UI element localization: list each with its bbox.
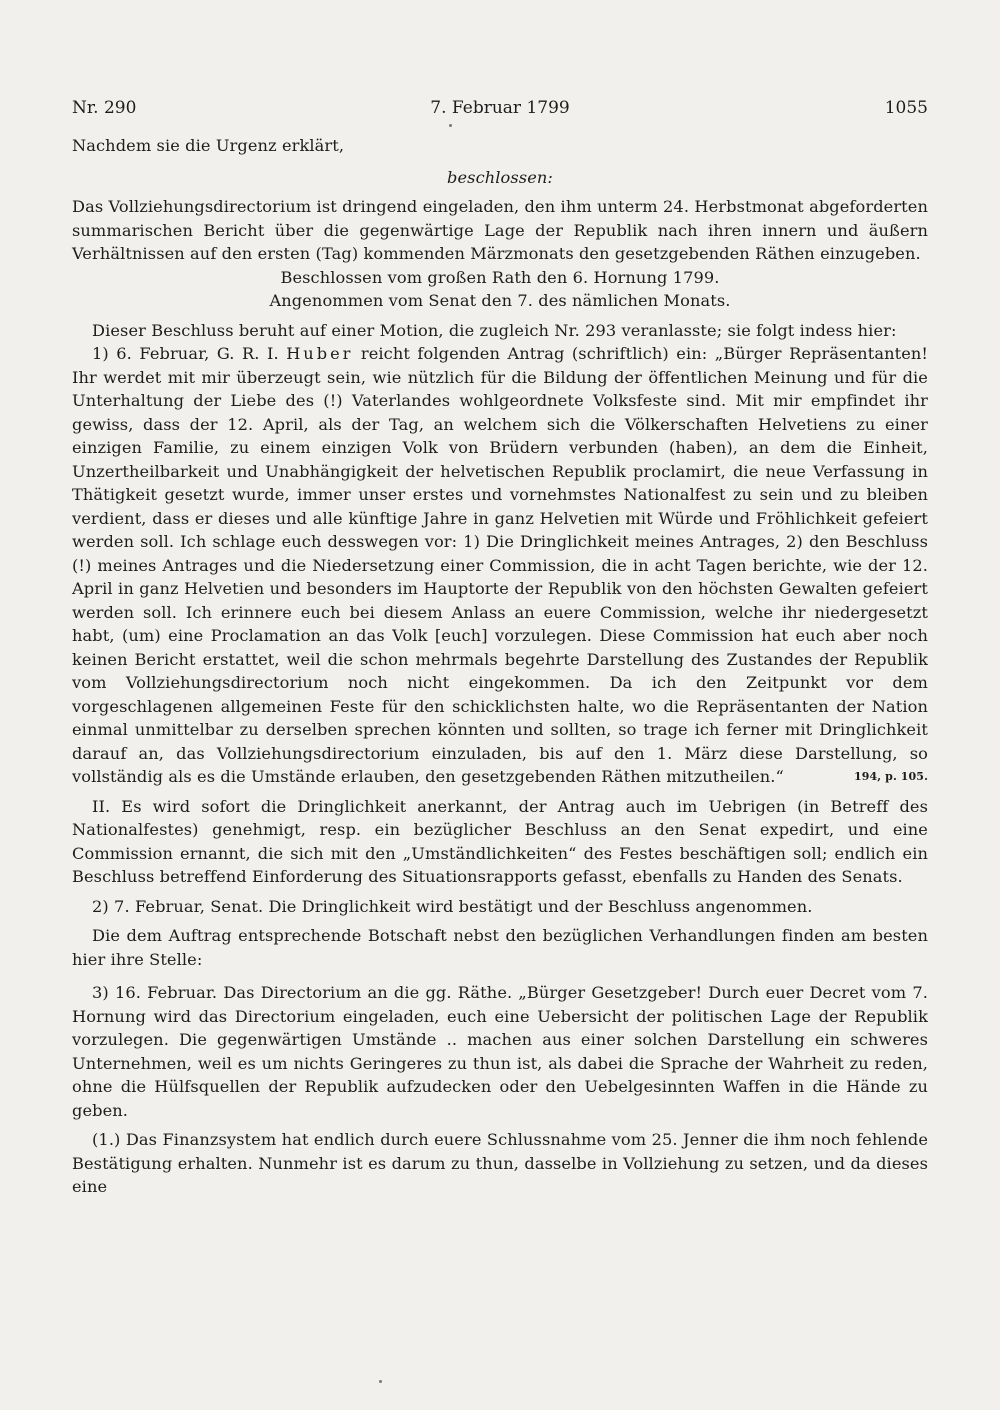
paragraph-finance-system: (1.) Das Finanzsystem hat endlich durch euere Schlussnahme vom 25. Jenner die ihm noch fehlende Bestätigung erhalten. Nunmehr ist es darum zu thun, dasselbe in Vollziehung zu setzen, und da dieses eine <box>72 1130 928 1196</box>
paragraph-motion-huber <box>72 342 928 789</box>
document-body <box>72 134 928 1199</box>
paragraph-resolution: Das Vollziehungsdirectorium ist dringend eingeladen, den ihm unterm 24. Herbstmonat abgeforderten summarischen Bericht über die gegenwärtige Lage der Republik nach ihren innern und äußern Verhältnissen auf den ersten (Tag) kommenden Märzmonats den gesetzgebenden Räthen einzugeben. <box>72 197 928 263</box>
signature-great-council: Beschlossen vom großen Rath den 6. Hornung 1799. <box>280 267 720 287</box>
motion-author: Huber <box>286 344 354 363</box>
paragraph-senate: 2) 7. Februar, Senat. Die Dringlichkeit wird bestätigt und der Beschluss angenommen. <box>92 896 813 916</box>
paragraph-urgency: Nachdem sie die Urgenz erklärt, <box>72 136 345 155</box>
paragraph-directory-message: 3) 16. Februar. Das Directorium an die gg. Räthe. „Bürger Gesetzgeber! Durch euer Decret vom 7. Hornung wird das Directorium eingeladen, euch eine Uebersicht der politischen Lage der Republik vorzulegen. Die gegenwärtigen Umstände .. machen aus einer solchen Darstellung ein schweres Unternehmen, weil es um nichts Geringeres zu thun ist, als dabei die Sprache der Wahrheit zu reden, ohne die Hülfsquellen der Republik aufzudecken oder den Uebelgesinnten Waffen in die Hände zu geben. <box>72 983 928 1120</box>
page-header <box>72 96 928 120</box>
paragraph-message-intro: Die dem Auftrag entsprechende Botschaft nebst den bezüglichen Verhandlungen finden am besten hier ihre Stelle: <box>72 926 928 969</box>
print-speck <box>449 124 452 127</box>
paragraph-motion-note: Dieser Beschluss beruht auf einer Motion, die zugleich Nr. 293 veranlasste; sie folgt indess hier: <box>92 320 897 340</box>
motion-text: reicht folgenden Antrag (schriftlich) ein: „Bürger Repräsentanten! Ihr werdet mit mir überzeugt sein, wie nützlich für die Bildung der öffentlichen Meinung und für die Unterhaltung der Liebe des (!) Vaterlandes wohlgeordnete Volksfeste sind. Mit mir empfindet ihr gewiss, dass der 12. April, als der Tag, an welchem sich die Völkerschaften Helvetiens zu einer einzigen Familie, zu einem einzigen Volk von Brüdern verbunden (haben), an dem die Einheit, Unzertheilbarkeit und Unabhängigkeit der helvetischen Republik proclamirt, die neue Verfassung in Thätigkeit gesetzt wurde, immer unser erstes und vornehmstes Nationalfest zu sein und zu bleiben verdient, dass er dieses und alle künftige Jahre in ganz Helvetien mit Würde und Fröhlichkeit gefeiert werden soll. Ich schlage euch desswegen vor: 1) Die Dringlichkeit meines Antrages, 2) den Beschluss (!) meines Antrages und die Niedersetzung einer Commission, die in acht Tagen berichte, wie der 12. April in ganz Helvetien und besonders im Hauptorte der Republik von den höchsten Gewalten gefeiert werden soll. Ich erinnere euch bei diesem Anlass an euere Commission, welche ihr niedergesetzt habt, (um) eine Proclamation an das Volk [euch] vorzulegen. Diese Commission hat euch aber noch keinen Bericht erstattet, weil die schon mehrmals begehrte Darstellung des Zustandes der Republik vom Vollziehungsdirectorium noch nicht eingekommen. Da ich den Zeitpunkt vor dem vorgeschlagenen allgemeinen Feste für den schicklichsten halte, wo die Repräsentanten der Nation einmal unmittelbar zu derselben sprechen könnten und sollten, so trage ich ferner mit Dringlichkeit darauf an, das Vollziehungsdirectorium einzuladen, bis auf den 1. März diese Darstellung, so vollständig als es die Umstände erlauben, den gesetzgebenden Räthen mitzutheilen.“ <box>72 344 929 786</box>
resolution-heading: beschlossen: <box>447 167 553 187</box>
paragraph-decision: II. Es wird sofort die Dringlichkeit anerkannt, der Antrag auch im Uebrigen (in Betreff des Nationalfestes) genehmigt, resp. ein bezüglicher Beschluss an den Senat expedirt, und eine Commission ernannt, die sich mit den „Umständlichkeiten“ des Festes beschäftigen soll; endlich ein Beschluss betreffend Einforderung des Situationsrapports gefasst, ebenfalls zu Handen des Senats. <box>72 796 928 886</box>
signature-senate: Angenommen vom Senat den 7. des nämlichen Monats. <box>269 291 731 310</box>
print-speck <box>379 1380 382 1383</box>
motion-date: 1) 6. Februar, G. R. I. <box>92 344 279 363</box>
document-number: Nr. 290 <box>72 98 137 118</box>
reference-note: 194, p. 105. <box>854 770 928 783</box>
header-date: 7. Februar 1799 <box>430 98 570 118</box>
page-number: 1055 <box>884 98 928 118</box>
